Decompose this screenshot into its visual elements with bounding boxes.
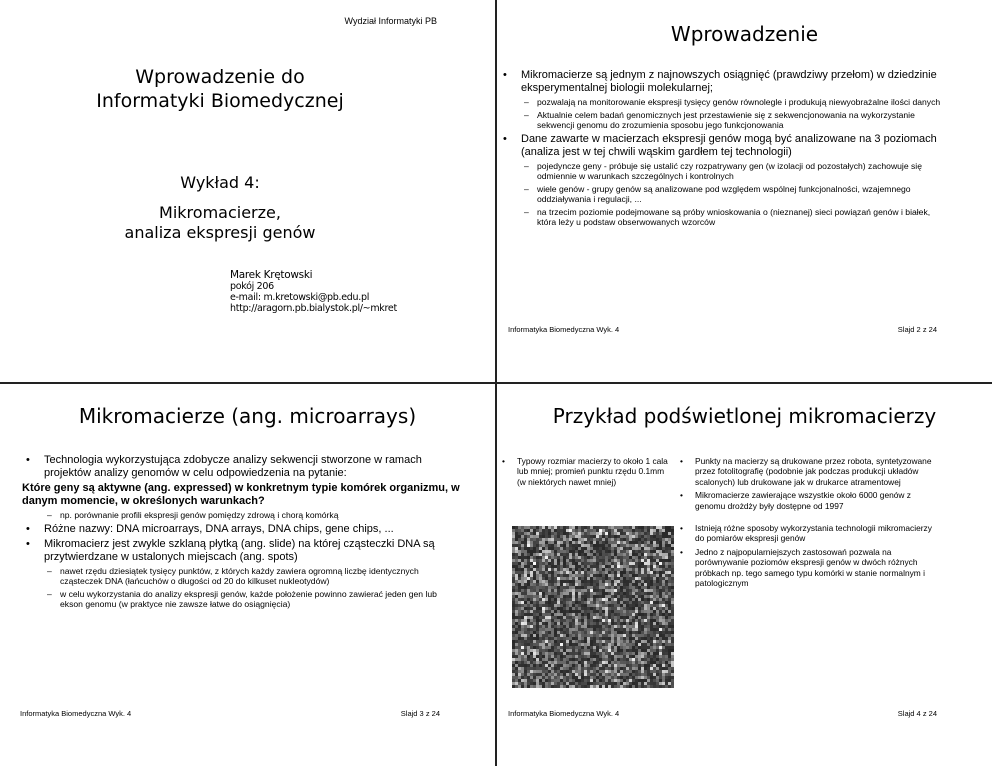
bullet-text: Mikromacierz jest zwykle szklaną płytką (ang. slide) na której cząsteczki DNA są przytwierdzane w ustalonych miejscach (ang. spots): [44, 537, 435, 563]
bullet: • Różne nazwy: DNA microarrays, DNA arrays, DNA chips, gene chips, ...: [26, 522, 394, 535]
bullet-text: Różne nazwy: DNA microarrays, DNA arrays, DNA chips, gene chips, ...: [44, 522, 394, 535]
sub-bullet-text: np. porównanie profili ekspresji genów pomiędzy zdrową i chorą komórką: [60, 510, 339, 520]
sub-bullet-text: pozwalają na monitorowanie ekspresji tysięcy genów równolegle i produkują niewyobrażalne ilości danych: [537, 97, 941, 107]
author-name: Marek Krętowski: [230, 269, 313, 281]
left-column: [497, 456, 672, 490]
bullet-text: Punkty na macierzy są drukowane przez robota, syntetyzowane przez fotolitografię (podobnie jak podczas produkcji układów scalonych) lub drukowane jak w drukarce atramentowej: [695, 456, 932, 487]
bullet: • Mikromacierz jest zwykle szklaną płytką (ang. slide) na której cząsteczki DNA są przytwierdzane w ustalonych miejscach (ang. spots): [26, 537, 435, 563]
lecture-title: [0, 173, 440, 243]
faculty-label: Wydział Informatyki PB: [344, 16, 437, 26]
lecture-number: Wykład 4:: [180, 173, 260, 192]
sub-bullet: – pojedyncze geny - próbuje się ustalić czy rozpatrywany gen (w izolacji od pozostałych) zachowuje się odmiennie w warunkach szczególnych i kontrolnych: [524, 160, 922, 181]
footer-slide-number: Slajd 4 z 24: [897, 709, 937, 718]
sub-bullet-text: w celu wykorzystania do analizy ekspresji genów, każde położenie powinno zawierać jeden gen lub ekson genomu (w praktyce nie zawsze łatwe do osiągnięcia): [60, 588, 437, 609]
bullet-text: Mikromacierze są jednym z najnowszych osiągnięć (prawdziwy przełom) w dziedzinie eksperymentalnej biologii molekularnej;: [521, 69, 937, 94]
bullet: • Technologia wykorzystująca zdobycze analizy sekwencji stworzone w ramach projektów analizy genomów w celu odpowiedzenia na pytanie:: [26, 454, 422, 479]
author-room: pokój 206: [230, 281, 274, 292]
sub-bullet-text: nawet rzędu dziesiątek tysięcy punktów, z których każdy zawiera ogromną liczbę identycznych cząsteczek DNA (łańcuchów o długości od 20 do kilkuset nukleotydów): [60, 565, 419, 586]
slide-1: [0, 0, 495, 382]
bullet-text: Mikromacierze zawierające wszystkie około 6000 genów z genomu drożdży były dostępne od 1997: [695, 490, 911, 511]
bullet-text: Typowy rozmiar macierzy to około 1 cala lub mniej; promień punktu rzędu 0.1mm (w niektórych nawet mniej): [517, 456, 668, 487]
course-title: [0, 65, 440, 113]
lecture-topic-line: Mikromacierze,: [159, 203, 281, 222]
bullet-text: Technologia wykorzystująca zdobycze analizy sekwencji stworzone w ramach projektów analizy genomów w celu odpowiedzenia na pytanie:: [44, 454, 422, 479]
bullet-text: Istnieją różne sposoby wykorzystania technologii mikromacierzy do pomiarów ekspresji genów: [695, 523, 932, 544]
lecture-topic-line: analiza ekspresji genów: [124, 223, 316, 242]
sub-bullet: – w celu wykorzystania do analizy ekspresji genów, każde położenie powinno zawierać jeden gen lub ekson genomu (w praktyce nie zawsze łatwe do osiągnięcia): [47, 588, 437, 609]
footer-course: Informatyka Biomedyczna Wyk. 4: [508, 325, 620, 334]
author-block: [230, 270, 397, 314]
author-email[interactable]: e-mail: m.kretowski@pb.edu.pl: [230, 292, 370, 303]
bullet: • Mikromacierze są jednym z najnowszych osiągnięć (prawdziwy przełom) w dziedzinie eksperymentalnej biologii molekularnej;: [503, 69, 937, 94]
slide-body: [497, 69, 942, 230]
sub-bullet: – np. porównanie profili ekspresji genów pomiędzy zdrową i chorą komórką: [47, 510, 339, 520]
sub-bullet: – wiele genów - grupy genów są analizowane pod względem wspólnej funkcjonalności, wzajemnego oddziaływania i regulacji, ...: [524, 183, 911, 204]
slide-2: [497, 0, 992, 382]
sub-bullet-text: na trzecim poziomie podejmowane są próby wnioskowania o (nieznanej) sieci powiązań genów i białek, która leży u podstaw obserwowanych wzorców: [537, 206, 931, 227]
footer-slide-number: Slajd 3 z 24: [400, 709, 440, 718]
footer-course: Informatyka Biomedyczna Wyk. 4: [508, 709, 620, 718]
sub-bullet-text: Aktualnie celem badań genomicznych jest przestawienie się z sekwencjonowania na wykorzystanie sekwencji genomu do zrozumienia sposobu jego funkcjonowania: [537, 109, 915, 130]
right-column: [675, 456, 937, 591]
bullet: • Istnieją różne sposoby wykorzystania technologii mikromacierzy do pomiarów ekspresji genów: [680, 523, 932, 544]
footer-course: Informatyka Biomedyczna Wyk. 4: [20, 709, 132, 718]
course-title-line: Wprowadzenie do: [135, 66, 305, 88]
bullet: • Mikromacierze zawierające wszystkie około 6000 genów z genomu drożdży były dostępne od 1997: [680, 490, 911, 511]
sub-bullet: – na trzecim poziomie podejmowane są próby wnioskowania o (nieznanej) sieci powiązań genów i białek, która leży u podstaw obserwowanych wzorców: [524, 206, 931, 227]
bullet-text: Jedno z najpopularniejszych zastosowań pozwala na porównywanie poziomów ekspresji genów w dwóch różnych próbkach np. tego samego typu komórki w stanie normalnym i patologicznym: [695, 546, 925, 589]
slide-title: Przykład podświetlonej mikromacierzy: [552, 404, 937, 428]
slide-3: [0, 384, 495, 766]
bullet: • Jedno z najpopularniejszych zastosowań pozwala na porównywanie poziomów ekspresji genów w dwóch różnych próbkach np. tego samego typu komórki w stanie normalnym i patologicznym: [680, 546, 925, 589]
sub-bullet: – nawet rzędu dziesiątek tysięcy punktów, z których każdy zawiera ogromną liczbę identycznych cząsteczek DNA (łańcuchów o długości od 20 do kilkuset nukleotydów): [47, 565, 419, 586]
sub-bullet: – pozwalają na monitorowanie ekspresji tysięcy genów równolegle i produkują niewyobrażalne ilości danych: [524, 97, 941, 107]
microarray-image: [512, 526, 674, 688]
slide-title: Mikromacierze (ang. microarrays): [78, 404, 417, 428]
key-question: Które geny są aktywne (ang. expressed) w konkretnym typie komórek organizmu, w danym momencie, w określonych warunkach?: [22, 482, 460, 507]
bullet: • Typowy rozmiar macierzy to około 1 cala lub mniej; promień punktu rzędu 0.1mm (w niektórych nawet mniej): [502, 456, 668, 487]
bullet: • Dane zawarte w macierzach ekspresji genów mogą być analizowane na 3 poziomach (analiza jest w tej chwili wąskim gardłem tej technologii): [503, 132, 937, 158]
author-url[interactable]: http://aragorn.pb.bialystok.pl/~mkret: [230, 303, 397, 314]
slide-4: [497, 384, 992, 766]
footer-slide-number: Slajd 2 z 24: [897, 325, 937, 334]
slide-title: Wprowadzenie: [670, 22, 819, 46]
sub-bullet-text: wiele genów - grupy genów są analizowane pod względem wspólnej funkcjonalności, wzajemnego oddziaływania i regulacji, ...: [537, 183, 911, 204]
sub-bullet-text: pojedyncze geny - próbuje się ustalić czy rozpatrywany gen (w izolacji od pozostałych) zachowuje się odmiennie w warunkach szczególnych i kontrolnych: [537, 160, 922, 181]
course-title-line: Informatyki Biomedycznej: [96, 90, 344, 112]
sub-bullet: – Aktualnie celem badań genomicznych jest przestawienie się z sekwencjonowania na wykorzystanie sekwencji genomu do zrozumienia sposobu jego funkcjonowania: [524, 109, 915, 130]
bullet-text: Dane zawarte w macierzach ekspresji genów mogą być analizowane na 3 poziomach (analiza jest w tej chwili wąskim gardłem tej technologii): [521, 132, 937, 158]
bullet: • Punkty na macierzy są drukowane przez robota, syntetyzowane przez fotolitografię (podobnie jak podczas produkcji układów scalonych) lub drukowane jak w drukarce atramentowej: [680, 456, 932, 487]
slide-body: [20, 454, 460, 612]
